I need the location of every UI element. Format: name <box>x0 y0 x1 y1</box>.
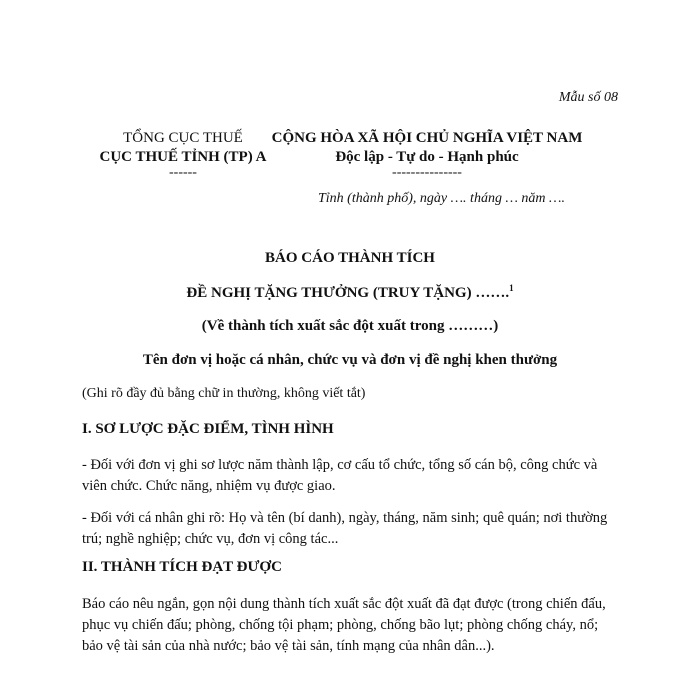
national-title: CỘNG HÒA XÃ HỘI CHỦ NGHĨA VIỆT NAM <box>271 130 583 146</box>
note-line: (Ghi rõ đầy đủ bằng chữ in thường, không viết tắt) <box>82 386 366 401</box>
section-1-heading: I. SƠ LƯỢC ĐẶC ĐIỂM, TÌNH HÌNH <box>82 421 334 437</box>
national-motto: Độc lập - Tự do - Hạnh phúc <box>335 149 519 165</box>
section-2-paragraph-1: Báo cáo nêu ngắn, gọn nội dung thành tích xuất sắc đột xuất đã đạt được (trong chiến đấu, phục vụ chiến đấu; phòng, chống tội phạm; phòng, chống bão lụt; phòng chống cháy, nổ; bảo vệ tài sản của nhà nước; bảo vệ tài sản, tính mạng của nhân dân...). <box>82 596 606 654</box>
section-1-paragraph-2: - Đối với cá nhân ghi rõ: Họ và tên (bí danh), ngày, tháng, năm sinh; quê quán; nơi thường trú; nghề nghiệp; chức vụ, đơn vị công tác... <box>82 510 608 547</box>
agency-underline: ------ <box>169 165 197 180</box>
section-2-heading: II. THÀNH TÍCH ĐẠT ĐƯỢC <box>82 559 282 575</box>
report-subtitle: (Về thành tích xuất sắc đột xuất trong ………) <box>201 318 499 334</box>
place-date-line: Tỉnh (thành phố), ngày …. tháng … năm …. <box>318 191 565 206</box>
report-title: BÁO CÁO THÀNH TÍCH <box>265 250 435 266</box>
national-underline: --------------- <box>392 165 462 180</box>
footnote-mark: 1 <box>509 283 514 293</box>
proposal-text: ĐỀ NGHỊ TẶNG THƯỞNG (TRUY TẶNG) ……. <box>186 285 510 301</box>
agency-line-2: CỤC THUẾ TỈNH (TP) A <box>99 149 267 165</box>
nominee-line: Tên đơn vị hoặc cá nhân, chức vụ và đơn vị đề nghị khen thưởng <box>142 352 558 368</box>
agency-line-1: TỔNG CỤC THUẾ <box>123 130 243 146</box>
report-proposal <box>0 285 700 302</box>
form-number: Mẫu số 08 <box>558 90 618 105</box>
section-1-paragraph-1: - Đối với đơn vị ghi sơ lược năm thành lập, cơ cấu tổ chức, tổng số cán bộ, công chức và viên chức. Chức năng, nhiệm vụ được giao. <box>82 457 598 494</box>
